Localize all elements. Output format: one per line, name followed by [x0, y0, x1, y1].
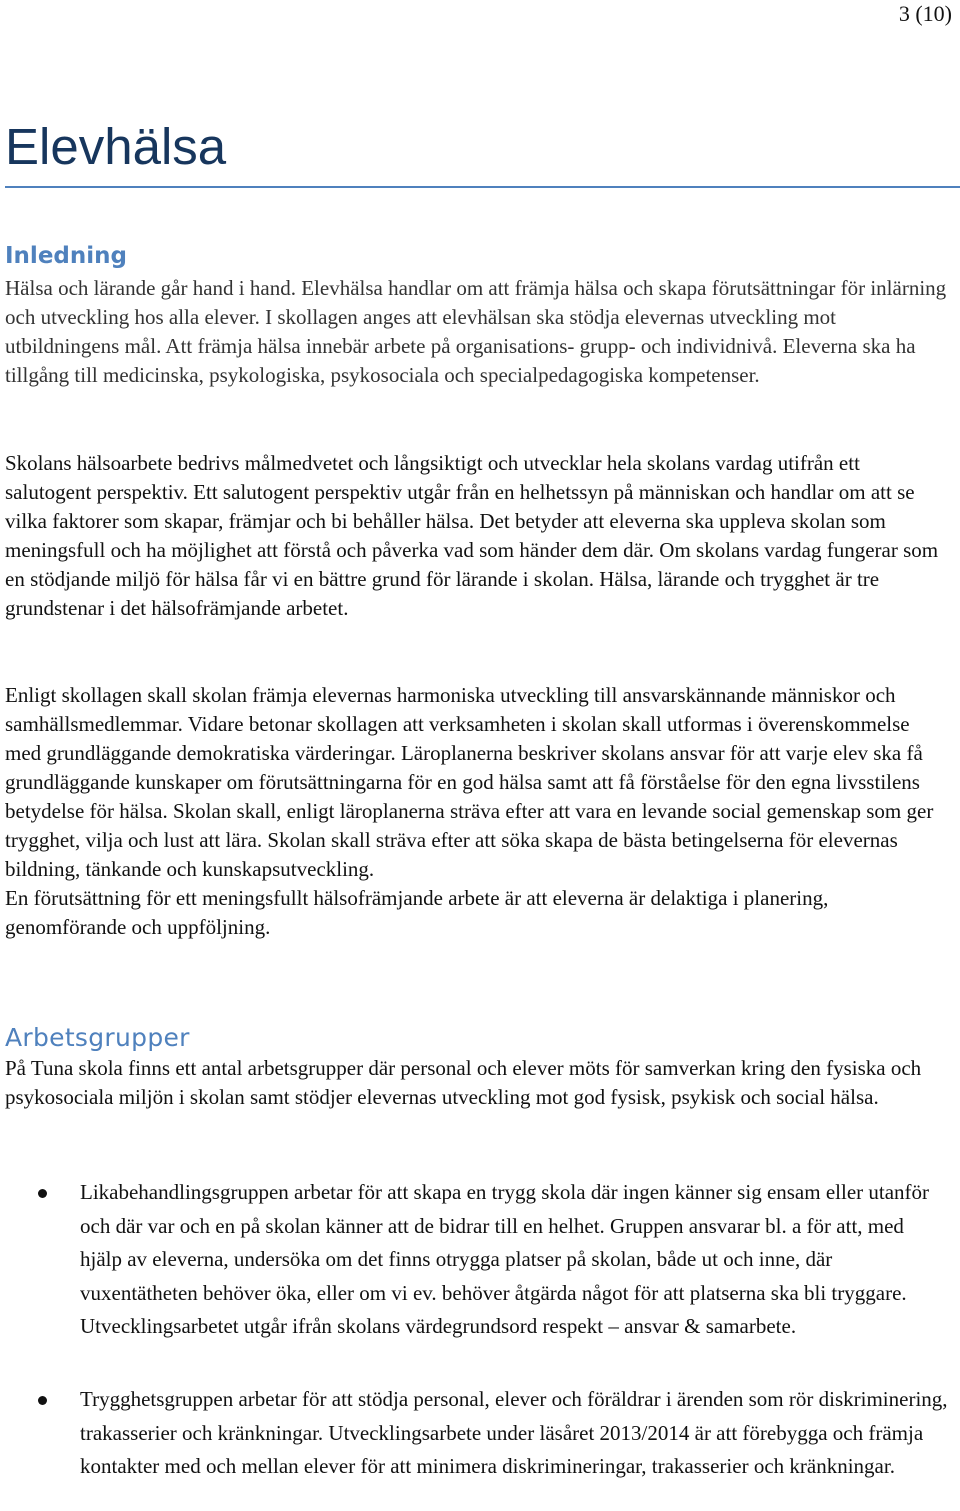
- page-number: 3 (10): [898, 1, 952, 26]
- bullet-list-likabehandling: [0, 1176, 960, 1344]
- paragraph-skollagen: Enligt skollagen skall skolan främja elevernas harmoniska utveckling till ansvarskännande människor och samhällsmedlemmar. Vidare betonar skollagen att verksamheten i skolan skall utformas i överenskommelse med grundläggande demokratiska värderingar. Läroplanerna beskriver skolans ansvar för att varje elev ska få grundläggande kunskaper om förutsättningarna för en god hälsa samt att få förståelse för den egna livsstilens betydelse för hälsa. Skolan skall, enligt läroplanerna sträva efter att vara en levande social gemenskap som ger trygghet, vilja och lust att lära. Skolan skall sträva efter att söka skapa de bästa betingelserna för elevernas bildning, tänkande och kunskapsutveckling.: [5, 683, 934, 881]
- list-item-text: Likabehandlingsgruppen arbetar för att skapa en trygg skola där ingen känner sig ensam eller utanför och där var och en på skolan känner att de bidrar till en helhet. Gruppen ansvarar bl. a för att, med hjälp av eleverna, undersöka om det finns otrygga platser på skolan, både ut och inne, där vuxentätheten behöver öka, eller om vi ev. behöver åtgärda något för att platserna ska bli tryggare. Utvecklingsarbetet utgår ifrån skolans värdegrundsord respekt – ansvar & samarbete.: [80, 1180, 930, 1338]
- bullet-icon: [38, 1396, 47, 1405]
- section-heading-inledning: Inledning: [5, 243, 127, 269]
- paragraph-salutogent: Skolans hälsoarbete bedrivs målmedvetet och långsiktigt och utvecklar hela skolans vardag utifrån ett salutogent perspektiv. Ett salutogent perspektiv utgår från en helhetssyn på människan och handlar om att se vilka faktorer som skapar, främjar och bi behåller hälsa. Det betyder att eleverna ska uppleva skolan som meningsfull och ha möjlighet att förstå och påverka vad som händer dem där. Om skolans vardag fungerar som en stödjande miljö för hälsa får vi en bättre grund för lärande i skolan. Hälsa, lärande och trygghet är tre grundstenar i det hälsofrämjande arbetet.: [5, 451, 939, 620]
- bullet-list-trygghet: [0, 1383, 960, 1484]
- paragraph-intro: Hälsa och lärande går hand i hand. Elevhälsa handlar om att främja hälsa och skapa förutsättningar för inlärning och utveckling hos alla elever. I skollagen anges att elevhälsan ska stödja elevernas utveckling mot utbildningens mål. Att främja hälsa innebär arbete på organisations- grupp- och individnivå. Eleverna ska ha tillgång till medicinska, psykologiska, psykosociala och specialpedagogiska kompetenser.: [5, 276, 947, 387]
- bullet-icon: [38, 1189, 47, 1198]
- list-item: [0, 1176, 960, 1344]
- list-item-text: Trygghetsgruppen arbetar för att stödja personal, elever och föräldrar i ärenden som rör diskriminering, trakasserier och kränkningar. Utvecklingsarbete under läsåret 2013/2014 är att förebygga och främja kontakter med och mellan elever för att minimera diskrimineringar, trakasserier och kränkningar.: [80, 1387, 948, 1478]
- list-item: [0, 1383, 960, 1484]
- document-title: Elevhälsa: [5, 118, 227, 175]
- section-heading-arbetsgrupper: Arbetsgrupper: [5, 1023, 190, 1052]
- paragraph-arbetsgrupper-intro: På Tuna skola finns ett antal arbetsgrupper där personal och elever möts för samverkan kring den fysiska och psykosociala miljön i skolan samt stödjer elevernas utveckling mot god fysisk, psykisk och social hälsa.: [5, 1056, 922, 1109]
- paragraph-skollagen-block: [5, 681, 950, 942]
- paragraph-delaktighet: En förutsättning för ett meningsfullt hälsofrämjande arbete är att eleverna är delaktiga i planering, genomförande och uppföljning.: [5, 886, 829, 939]
- title-divider: [5, 186, 960, 188]
